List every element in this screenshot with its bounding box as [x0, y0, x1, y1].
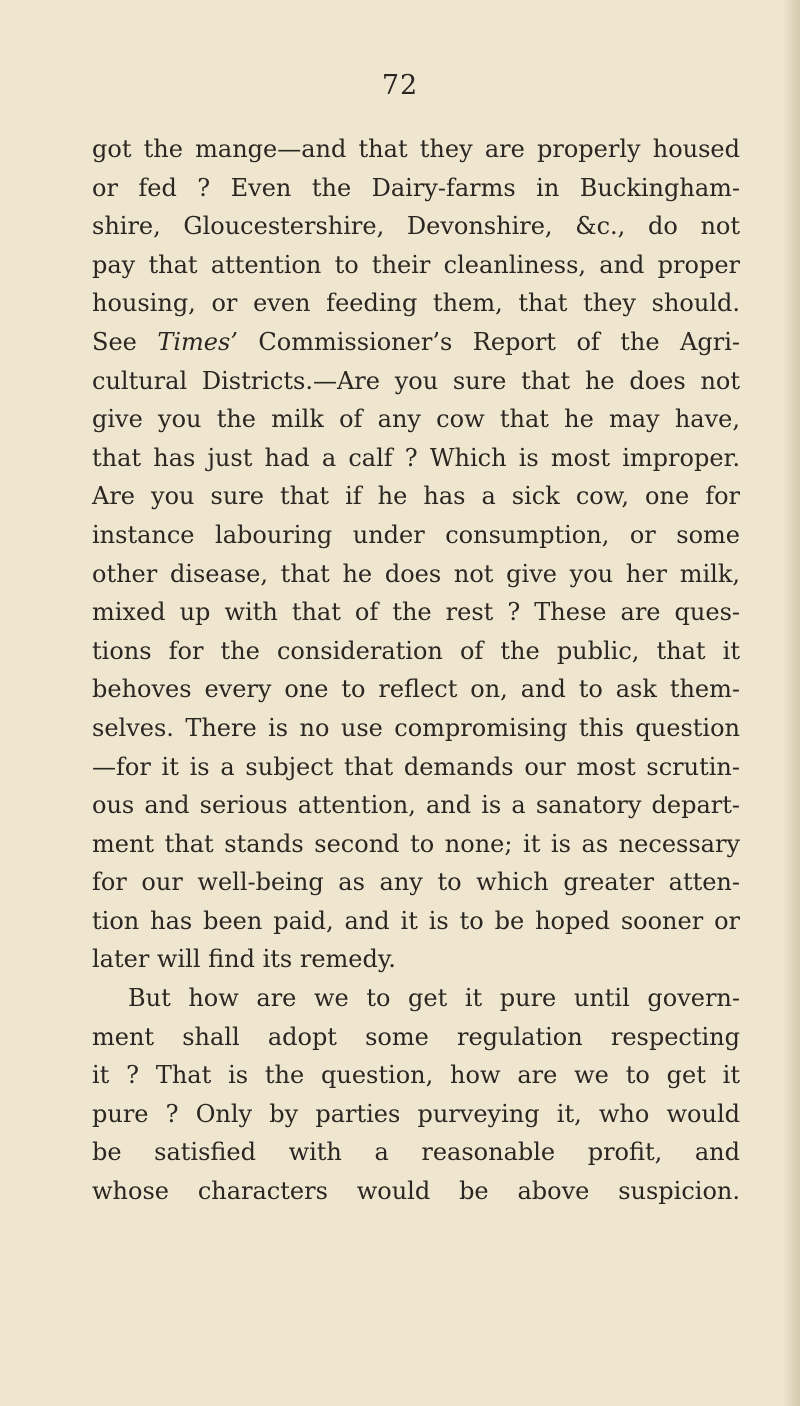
text-line: behoves every one to reflect on, and to ask them- — [92, 675, 740, 704]
page-edge-shadow — [782, 0, 800, 1406]
text-line: be satisfied with a reasonable profit, and — [92, 1138, 740, 1167]
text-line: mixed up with that of the rest ? These are ques- — [92, 598, 740, 627]
text-line: tions for the consideration of the public, that it — [92, 636, 740, 665]
italic-title: Times’ — [157, 327, 238, 356]
text-line: shire, Gloucestershire, Devonshire, &c., do not — [92, 212, 740, 241]
text-line: it ? That is the question, how are we to get it — [92, 1061, 740, 1090]
text-line: —for it is a subject that demands our most scrutin- — [92, 752, 740, 781]
text-line: pay that attention to their cleanliness, and proper — [92, 250, 740, 279]
text-line: selves. There is no use compromising this question — [92, 713, 740, 742]
text-line: ment that stands second to none; it is as necessary — [92, 829, 740, 858]
text-line: But how are we to get it pure until govern- — [128, 984, 740, 1013]
text-line: pure ? Only by parties purveying it, who would — [92, 1099, 740, 1128]
page-number: 72 — [381, 70, 419, 101]
text-line: tion has been paid, and it is to be hoped sooner or — [92, 906, 740, 935]
text-line: for our well-being as any to which greater atten- — [92, 868, 740, 897]
text-line: Are you sure that if he has a sick cow, one for — [92, 482, 740, 511]
text-line: or fed ? Even the Dairy-farms in Buckingham- — [92, 173, 740, 202]
text-line: whose characters would be above suspicion. — [92, 1177, 740, 1206]
text-line: housing, or even feeding them, that they should. — [92, 289, 740, 318]
text-line: ous and serious attention, and is a sanatory depart- — [92, 791, 740, 820]
text-line: that has just had a calf ? Which is most improper. — [92, 443, 740, 472]
text-line: other disease, that he does not give you her milk, — [92, 559, 740, 588]
body-text — [92, 130, 740, 1211]
text-line: later will find its remedy. — [92, 945, 396, 974]
text-line: got the mange—and that they are properly housed — [92, 135, 740, 163]
text-line: cultural Districts.—Are you sure that he does not — [92, 366, 740, 395]
text-line: ment shall adopt some regulation respecting — [92, 1022, 740, 1051]
text-line: instance labouring under consumption, or some — [92, 520, 740, 549]
text-line: See Times’ Commissioner’s Report of the Agri- — [92, 327, 740, 356]
text-line: give you the milk of any cow that he may have, — [92, 405, 740, 434]
